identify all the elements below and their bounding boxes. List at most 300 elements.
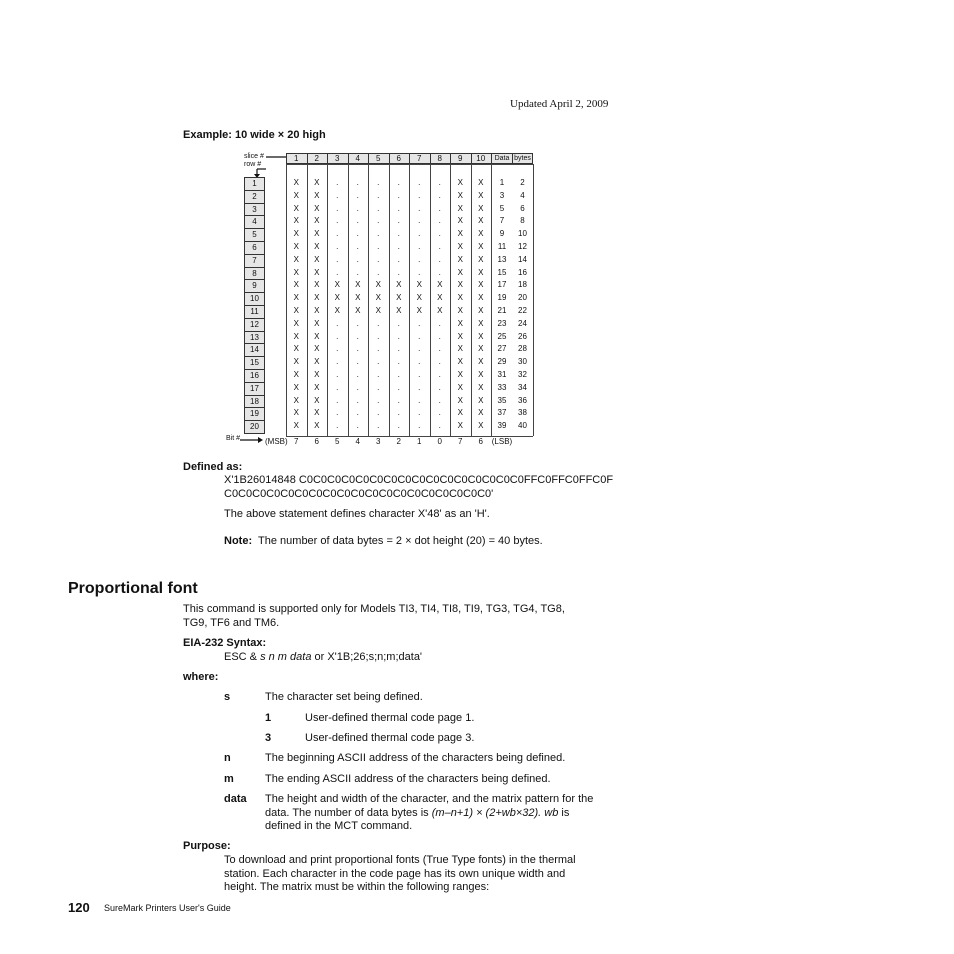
bitmap-cell: X [314,293,320,303]
bitmap-cell: . [336,382,339,392]
param-key-n: n [224,752,231,764]
where-label: where: [183,671,219,683]
bitmap-cell: X [478,280,484,290]
bitmap-cell: . [397,178,400,187]
bitmap-cell: X [314,216,320,226]
bit-number: 3 [376,437,381,446]
bitmap-cell: . [397,421,400,431]
column-header-label: 1 [294,153,299,163]
row-label-cell: 9 [244,279,265,293]
column-header-label: 2 [314,153,319,163]
bitmap-cell: . [418,421,421,431]
defined-as-line1: X'1B26014848 C0C0C0C0C0C0C0C0C0C0C0C0C0C0C0C0FFC0FFC0FFC0F [224,474,614,486]
bitmap-cell: . [418,216,421,226]
bitmap-cell: X [355,293,361,303]
bitmap-cell: X [314,318,320,328]
param-key-m: m [224,773,234,785]
bitmap-cell: . [418,254,421,264]
data-byte-2: 14 [518,254,527,264]
bitmap-cell: . [377,267,380,277]
bit-number: 2 [396,437,401,446]
bitmap-cell: . [397,395,400,405]
bitmap-cell: X [314,370,320,379]
slice-label: slice # [244,153,264,160]
bitmap-cell: . [336,318,339,328]
bitmap-cell: X [478,190,484,200]
bitmap-cell: . [418,190,421,200]
bitmap-cell: X [293,331,299,341]
bitmap-cell: X [293,190,299,200]
bitmap-cell: X [478,318,484,328]
data-line2-post: is [561,807,570,819]
param-key-data: data [224,793,247,805]
bit-number: 4 [355,437,360,446]
bitmap-cell: X [457,293,463,303]
bitmap-cell: . [418,318,421,328]
bitmap-cell: X [478,331,484,341]
bitmap-cell: X [375,280,381,290]
bit-number: 0 [437,437,442,446]
data-byte-2: 28 [518,344,527,354]
bitmap-cell: X [314,203,320,213]
bitmap-cell: X [334,293,340,303]
bitmap-cell: . [336,421,339,431]
bitmap-cell: X [314,242,320,251]
data-byte-2: 12 [518,242,527,251]
bitmap-cell: . [418,242,421,251]
column-header-label: 10 [476,153,486,163]
bitmap-cell: . [397,190,400,200]
row-label-cell: 20 [244,420,265,434]
bitmap-cell: X [314,331,320,341]
data-byte-1: 21 [497,306,507,315]
bitmap-cell: X [293,178,299,187]
bitmap-cell: X [478,421,484,431]
data-header: Data [494,154,510,162]
data-byte-2: 36 [518,395,527,405]
bitmap-cell: . [438,178,441,187]
bitmap-cell: X [457,395,463,405]
note [224,534,543,548]
row-label-cell: 16 [244,369,265,383]
purpose-line1: To download and print proportional fonts (True Type fonts) in the thermal [224,854,576,866]
bytes-header: bytes [514,154,531,162]
bitmap-cell: X [293,280,299,290]
data-byte-1: 29 [497,357,507,367]
bitmap-cell: . [356,370,359,379]
bitmap-cell: . [397,203,400,213]
syntax-line [224,650,422,664]
bitmap-cell: X [396,306,402,315]
bitmap-cell: X [334,280,340,290]
bitmap-cell: . [356,242,359,251]
bitmap-cell: X [478,408,484,418]
grid-vline [533,164,534,436]
bitmap-cell: . [377,254,380,264]
bitmap-cell: . [438,229,441,239]
bitmap-cell: . [397,216,400,226]
bitmap-cell: . [438,216,441,226]
bitmap-cell: X [293,344,299,354]
bitmap-cell: . [397,408,400,418]
data-byte-1: 5 [499,203,505,213]
bitmap-cell: X [293,203,299,213]
data-byte-2: 18 [518,280,527,290]
bitmap-grid [222,150,542,450]
bitmap-cell: X [457,318,463,328]
bitmap-cell: X [293,395,299,405]
data-line2 [265,806,569,820]
bitmap-cell: X [457,229,463,239]
bitmap-cell: . [397,267,400,277]
bitmap-cell: . [438,190,441,200]
bit-number: 5 [335,437,340,446]
bitmap-cell: . [438,395,441,405]
data-byte-1: 27 [497,344,507,354]
bitmap-cell: . [356,190,359,200]
data-line3: defined in the MCT command. [265,820,413,832]
bitmap-cell: X [457,382,463,392]
row-label-cell: 11 [244,305,265,319]
bitmap-cell: X [457,242,463,251]
bitmap-cell: X [478,203,484,213]
row-label-cell: 6 [244,241,265,255]
bitmap-cell: . [377,203,380,213]
bitmap-cell: . [336,331,339,341]
bitmap-cell: X [457,357,463,367]
param-text-m: The ending ASCII address of the characters being defined. [265,773,551,785]
bitmap-cell: X [416,293,422,303]
row-label-cell: 14 [244,343,265,357]
defined-as-statement: The above statement defines character X'48' as an 'H'. [224,508,490,520]
bitmap-cell: X [293,306,299,315]
bitmap-cell: X [478,344,484,354]
bitmap-cell: X [457,254,463,264]
data-byte-1: 39 [497,421,507,431]
purpose-label: Purpose: [183,840,231,852]
data-byte-1: 33 [497,382,507,392]
data-byte-1: 3 [499,190,505,200]
data-byte-1: 35 [497,395,507,405]
bitmap-cell: . [336,344,339,354]
row-label-cell: 3 [244,203,265,217]
bitmap-cell: . [438,408,441,418]
bitmap-cell: . [438,370,441,379]
row-label-cell: 18 [244,395,265,409]
bitmap-cell: X [314,357,320,367]
bitmap-cell: . [377,216,380,226]
bitmap-cell: . [438,421,441,431]
bitmap-cell: . [438,382,441,392]
bitmap-cell: X [437,293,443,303]
row-label-cell: 13 [244,331,265,345]
bitmap-cell: . [336,370,339,379]
bitmap-cell: . [438,267,441,277]
data-byte-2: 34 [518,382,527,392]
data-line2-pre: data. The number of data bytes is [265,807,429,819]
bitmap-cell: X [457,306,463,315]
param-text-n: The beginning ASCII address of the characters being defined. [265,752,566,764]
bitmap-cell: . [336,178,339,187]
bitmap-cell: . [377,344,380,354]
bit-number: 7 [458,437,463,446]
bitmap-cell: X [457,178,463,187]
bitmap-cell: X [314,254,320,264]
bitmap-cell: . [418,203,421,213]
bitmap-cell: X [375,293,381,303]
data-byte-1: 25 [497,331,507,341]
syntax-pre: ESC & [224,651,258,663]
bitmap-cell: . [377,421,380,431]
bitmap-cell: . [397,331,400,341]
purpose-line3: height. The matrix must be within the following ranges: [224,881,490,893]
bitmap-cell: . [377,408,380,418]
data-byte-1: 37 [497,408,507,418]
data-byte-1: 13 [497,254,507,264]
data-byte-1: 31 [497,370,507,379]
bitmap-cell: X [314,190,320,200]
bitmap-cell: . [397,242,400,251]
note-text: The number of data bytes = 2 × dot height (20) = 40 bytes. [258,535,543,547]
bitmap-cell: X [314,306,320,315]
bitmap-cell: X [478,267,484,277]
bitmap-cell: X [478,178,484,187]
purpose-line2: station. Each character in the code page has its own unique width and [224,868,566,880]
data-byte-1: 15 [497,267,507,277]
bitmap-cell: . [356,267,359,277]
subparam-key-3: 3 [265,732,272,744]
bitmap-cell: X [293,382,299,392]
bitmap-cell: . [336,203,339,213]
row-label-cell: 5 [244,228,265,242]
data-byte-2: 30 [518,357,527,367]
subparam-text-1: User-defined thermal code page 1. [305,712,475,724]
bitmap-cell: . [356,357,359,367]
bitmap-cell: . [356,203,359,213]
data-line2-formula: (m–n+1) × (2+wb×32). wb [431,807,559,819]
bitmap-cell: . [438,242,441,251]
bitmap-cell: . [336,408,339,418]
bitmap-cell: . [377,229,380,239]
syntax-label: EIA-232 Syntax: [183,637,267,649]
bitmap-cell: . [438,344,441,354]
bitmap-figure [222,150,542,450]
bitmap-cell: X [314,421,320,431]
bitmap-cell: X [355,306,361,315]
bit-label: Bit # [226,435,241,442]
bitmap-cell: . [356,254,359,264]
bitmap-cell: X [375,306,381,315]
bitmap-cell: . [336,190,339,200]
intro-line1: This command is supported only for Models TI3, TI4, TI8, TI9, TG3, TG4, TG8, [183,603,565,615]
bitmap-cell: . [397,318,400,328]
bitmap-cell: X [437,280,443,290]
bit-number: 6 [478,437,483,446]
bitmap-cell: X [457,331,463,341]
syntax-italic: s n m data [260,651,312,663]
bitmap-cell: X [457,216,463,226]
bitmap-cell: . [336,267,339,277]
bit-number: 7 [294,437,299,446]
bitmap-cell: . [438,203,441,213]
bitmap-cell: X [314,382,320,392]
bitmap-cell: X [314,229,320,239]
bitmap-cell: X [314,267,320,277]
data-byte-1: 17 [497,280,507,290]
bit-number: 6 [314,437,319,446]
data-byte-2: 10 [518,229,527,239]
section-title: Proportional font [68,580,198,597]
bitmap-cell: . [397,344,400,354]
bitmap-cell: . [418,370,421,379]
param-text-s: The character set being defined. [265,691,423,703]
bitmap-cell: . [336,242,339,251]
bitmap-cell: X [457,203,463,213]
bitmap-cell: . [418,408,421,418]
bitmap-cell: X [478,254,484,264]
data-byte-2: 20 [518,293,527,303]
bitmap-cell: X [416,306,422,315]
bitmap-cell: X [293,242,299,251]
bitmap-cell: . [377,331,380,341]
column-header-label: 4 [355,153,360,163]
row-label-cell: 17 [244,382,265,396]
row-label-cell: 15 [244,356,265,370]
data-byte-2: 4 [520,190,525,200]
bitmap-cell: . [418,178,421,187]
bit-number: 1 [417,437,422,446]
row-label-cell: 4 [244,215,265,229]
bitmap-cell: . [438,254,441,264]
row-label: row # [244,161,262,168]
bitmap-cell: . [356,421,359,431]
bitmap-cell: X [334,306,340,315]
bitmap-cell: X [457,408,463,418]
page-number: 120 [68,900,90,915]
bitmap-cell: . [438,357,441,367]
data-byte-2: 24 [518,318,527,328]
row-label-cell: 8 [244,267,265,281]
bitmap-cell: . [356,408,359,418]
bitmap-cell: . [397,382,400,392]
data-byte-1: 23 [497,318,507,328]
row-label-cell: 7 [244,254,265,268]
bit-number: (LSB) [491,437,513,446]
bitmap-cell: X [478,216,484,226]
bitmap-cell: . [336,395,339,405]
bitmap-cell: . [377,190,380,200]
bitmap-cell: . [356,331,359,341]
column-header-label: 9 [458,153,463,163]
data-line1: The height and width of the character, and the matrix pattern for the [265,793,594,805]
bitmap-cell: X [396,280,402,290]
bitmap-cell: X [478,242,484,251]
bitmap-cell: X [478,293,484,303]
bitmap-cell: . [377,178,380,187]
data-byte-2: 26 [518,331,527,341]
data-byte-2: 16 [518,267,527,277]
bitmap-cell: . [418,344,421,354]
bitmap-cell: X [478,229,484,239]
bitmap-cell: X [293,229,299,239]
bitmap-cell: . [336,254,339,264]
syntax-post: or X'1B;26;s;n;m;data' [314,651,423,663]
data-byte-2: 22 [518,306,527,315]
row-label-cell: 12 [244,318,265,332]
subparam-key-1: 1 [265,712,272,724]
bitmap-cell: . [418,395,421,405]
bitmap-cell: X [293,318,299,328]
bitmap-cell: X [314,280,320,290]
bitmap-cell: . [336,357,339,367]
bitmap-cell: X [457,190,463,200]
row-label-cell: 2 [244,190,265,204]
bitmap-cell: . [397,229,400,239]
column-header-label: 5 [376,153,381,163]
data-byte-2: 6 [520,203,525,213]
bitmap-cell: . [438,318,441,328]
param-key-s: s [224,691,231,703]
bitmap-cell: . [418,267,421,277]
updated-date: Updated April 2, 2009 [510,98,609,110]
data-byte-2: 38 [518,408,527,418]
bitmap-cell: . [418,382,421,392]
bitmap-cell: . [438,331,441,341]
bitmap-cell: X [457,280,463,290]
bitmap-cell: X [478,382,484,392]
bitmap-cell: . [418,357,421,367]
data-byte-1: 7 [499,216,505,226]
data-byte-1: 1 [499,178,505,187]
bitmap-cell: . [356,382,359,392]
bitmap-cell: X [314,344,320,354]
bitmap-cell: X [293,421,299,431]
bitmap-cell: X [478,306,484,315]
bitmap-cell: X [293,357,299,367]
bitmap-cell: X [314,395,320,405]
bitmap-cell: . [377,370,380,379]
bitmap-cell: . [356,318,359,328]
bitmap-cell: X [355,280,361,290]
bitmap-cell: . [356,395,359,405]
grid-hline [286,164,533,165]
bitmap-cell: X [478,370,484,379]
bitmap-cell: X [457,421,463,431]
bitmap-cell: X [314,178,320,187]
bitmap-cell: . [397,357,400,367]
column-header-label: 7 [417,153,422,163]
bit-number: (MSB) [265,437,288,446]
bitmap-cell: X [396,293,402,303]
bitmap-cell: X [293,370,299,379]
bitmap-cell: . [377,318,380,328]
bitmap-cell: X [293,216,299,226]
bitmap-cell: X [457,370,463,379]
bitmap-cell: X [293,293,299,303]
bitmap-cell: . [418,331,421,341]
bitmap-cell: . [356,216,359,226]
bitmap-cell: . [336,229,339,239]
data-byte-2: 32 [518,370,527,379]
column-header-label: 6 [396,153,401,163]
column-header-label: 8 [437,153,442,163]
bitmap-cell: X [293,408,299,418]
bitmap-cell: X [478,357,484,367]
bitmap-cell: X [293,267,299,277]
bitmap-cell: . [397,370,400,379]
column-header-label: 3 [335,153,340,163]
data-byte-1: 11 [497,242,507,251]
